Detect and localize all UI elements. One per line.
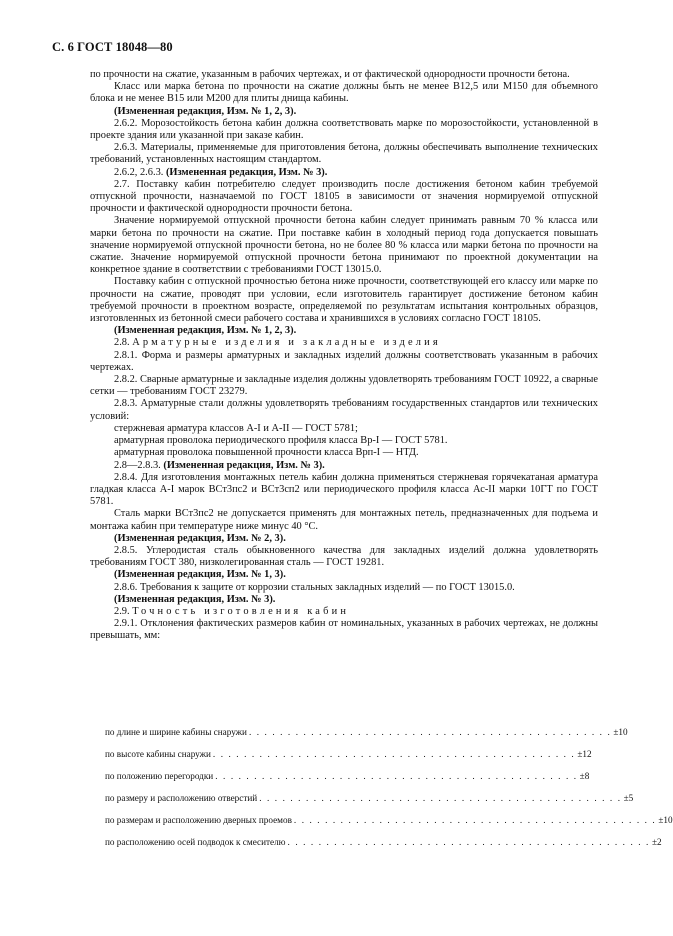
paragraph: Значение нормируемой отпускной прочности бетона кабин следует принимать равным 70 % класса или марки бетона по прочности на сжатие. При поставке кабин в холодный период года допускается повышать значение нормируемой отпускной прочности бетона, но не более 80 % класса или марки бетона по прочности на сжатие. Значение нормируемой отпускной прочности бетона принимают по проектной документации на конкретное здание в соответствии с требованиями ГОСТ 13015.0. [90,215,598,276]
clause-ref: 2.6.2, 2.6.3. [114,166,166,178]
tolerance-row [105,837,662,859]
section-title: Точность изготовления кабин [132,605,350,617]
page-header: С. 6 ГОСТ 18048—80 [52,40,173,54]
tolerance-row [105,749,592,771]
tolerance-value: ±8 [579,771,590,781]
section-title: Арматурные изделия и закладные изделия [132,337,441,349]
tolerance-label: по положению перегородки [105,771,214,781]
tolerance-value: ±12 [577,749,592,759]
leader-dots: . . . . . . . . . . . . . . . . . . . . . . . . . . . . . . . . . . . . . . . . . . . . . . . [248,727,612,737]
revision-note: (Измененная редакция, Изм. № 2, 3). [114,532,286,544]
tolerance-label: по длине и ширине кабины снаружи [105,727,247,737]
clause-2-8-5: 2.8.5. Углеродистая сталь обыкновенного качества для закладных изделий должна удовлетворять требованиям ГОСТ 380, низколегированная сталь — ГОСТ 19281. [90,544,598,569]
leader-dots: . . . . . . . . . . . . . . . . . . . . . . . . . . . . . . . . . . . . . . . . . . . . . . . [287,837,650,847]
clause-2-8-3: 2.8.3. Арматурные стали должны удовлетворять требованиям государственных стандартов или технических условий: [90,398,598,422]
revision-note: (Измененная редакция, Изм. № 1, 2, 3). [114,105,297,117]
clause-2-8-2: 2.8.2. Сварные арматурные и закладные изделия должны удовлетворять требованиям ГОСТ 10922, а сварные сетки — требованиям ГОСТ 23279. [90,374,598,398]
leader-dots: . . . . . . . . . . . . . . . . . . . . . . . . . . . . . . . . . . . . . . . . . . . . . . . [259,793,622,803]
revision-note-line [90,460,598,472]
revision-note: (Измененная редакция, Изм. № 3). [114,593,276,605]
leader-dots: . . . . . . . . . . . . . . . . . . . . . . . . . . . . . . . . . . . . . . . . . . . . . . . [293,815,657,825]
list-item: арматурная проволока периодического профиля класса Вр-I — ГОСТ 5781. [114,435,448,447]
tolerance-value: ±5 [623,793,634,803]
clause-2-8-4: 2.8.4. Для изготовления монтажных петель кабин должна применяться стержневая горячекатаная арматура гладкая класса А-I марок ВСт3пс2 и ВСт3сп2 или периодического профиля класса Ас-II марки 10ГТ по ГОСТ 5781. [90,471,598,508]
revision-note-line [90,167,598,179]
clause-2-6-2: 2.6.2. Морозостойкость бетона кабин должна соответствовать марке по морозостойкости, установленной в проекте здания или указанной при заказе кабин. [90,117,598,142]
section-heading-2-8 [90,337,598,349]
list-item: стержневая арматура классов А-I и А-II — ГОСТ 5781; [114,422,358,434]
tolerance-list [105,727,673,859]
tolerance-label: по размеру и расположению отверстий [105,793,258,803]
revision-note: (Измененная редакция, Изм. № 1, 3). [114,569,286,581]
revision-note: (Измененная редакция, Изм. № 3). [165,166,328,178]
clause-2-8-1: 2.8.1. Форма и размеры арматурных и закладных изделий должны соответствовать указанным в рабочих чертежах. [90,349,598,373]
section-number: 2.9. [114,605,133,617]
clause-2-7: 2.7. Поставку кабин потребителю следует производить после достижения бетоном кабин требуемой отпускной прочности, назначаемой по ГОСТ 18105 в зависимости от значения нормируемой отпускной прочности и фактической однородности прочности бетона. [90,178,598,215]
tolerance-row [105,771,590,793]
revision-note: (Измененная редакция, Изм. № 3). [163,459,325,471]
leader-dots: . . . . . . . . . . . . . . . . . . . . . . . . . . . . . . . . . . . . . . . . . . . . . . . [215,771,578,781]
paragraph: Класс или марка бетона по прочности на сжатие должны быть не менее В12,5 или М150 для объемного блока и не менее В15 или М200 для плиты днища кабины. [90,81,598,105]
tolerance-value: ±10 [658,815,673,825]
section-number: 2.8. [114,337,133,349]
paragraph: Поставку кабин с отпускной прочностью бетона ниже прочности, соответствующей его классу или марке по прочности на сжатие, проводят при условии, если изготовитель гарантирует достижение бетоном кабин требуемой прочности в проектном возрасте, определяемой по результатам испытания контрольных образцов, изготовленных из бетонной смеси рабочего состава и хранившихся в условиях согласно ГОСТ 18105. [90,276,598,325]
tolerance-label: по высоте кабины снаружи [105,749,211,759]
paragraph: Сталь марки ВСт3пс2 не допускается применять для монтажных петель, предназначенных для подъема и монтажа кабин при температуре ниже минус 40 °С. [90,508,598,532]
leader-dots: . . . . . . . . . . . . . . . . . . . . . . . . . . . . . . . . . . . . . . . . . . . . . . . [212,749,576,759]
tolerance-label: по размерам и расположению дверных проемов [105,815,292,825]
document-body [90,69,598,643]
tolerance-row [105,815,673,837]
tolerance-value: ±10 [613,727,628,737]
clause-2-6-3: 2.6.3. Материалы, применяемые для приготовления бетона, должны обеспечивать выполнение технических требований, установленных настоящим стандартом. [90,142,598,166]
tolerance-row [105,793,634,815]
clause-2-9-1: 2.9.1. Отклонения фактических размеров кабин от номинальных, указанных в рабочих чертежах, не должны превышать, мм: [90,618,598,642]
list-item: арматурная проволока повышенной прочности класса Врп-I — НТД. [114,447,419,459]
clause-2-8-6: 2.8.6. Требования к защите от коррозии стальных закладных изделий — по ГОСТ 13015.0. [114,581,515,593]
section-heading-2-9 [90,606,598,618]
tolerance-row [105,727,628,749]
tolerance-value: ±2 [651,837,662,847]
clause-ref: 2.8—2.8.3. [114,459,164,471]
paragraph: по прочности на сжатие, указанным в рабочих чертежах, и от фактической однородности прочности бетона. [90,69,570,80]
tolerance-label: по расположению осей подводок к смесителю [105,837,286,847]
revision-note: (Измененная редакция, Изм. № 1, 2, 3). [114,325,297,337]
